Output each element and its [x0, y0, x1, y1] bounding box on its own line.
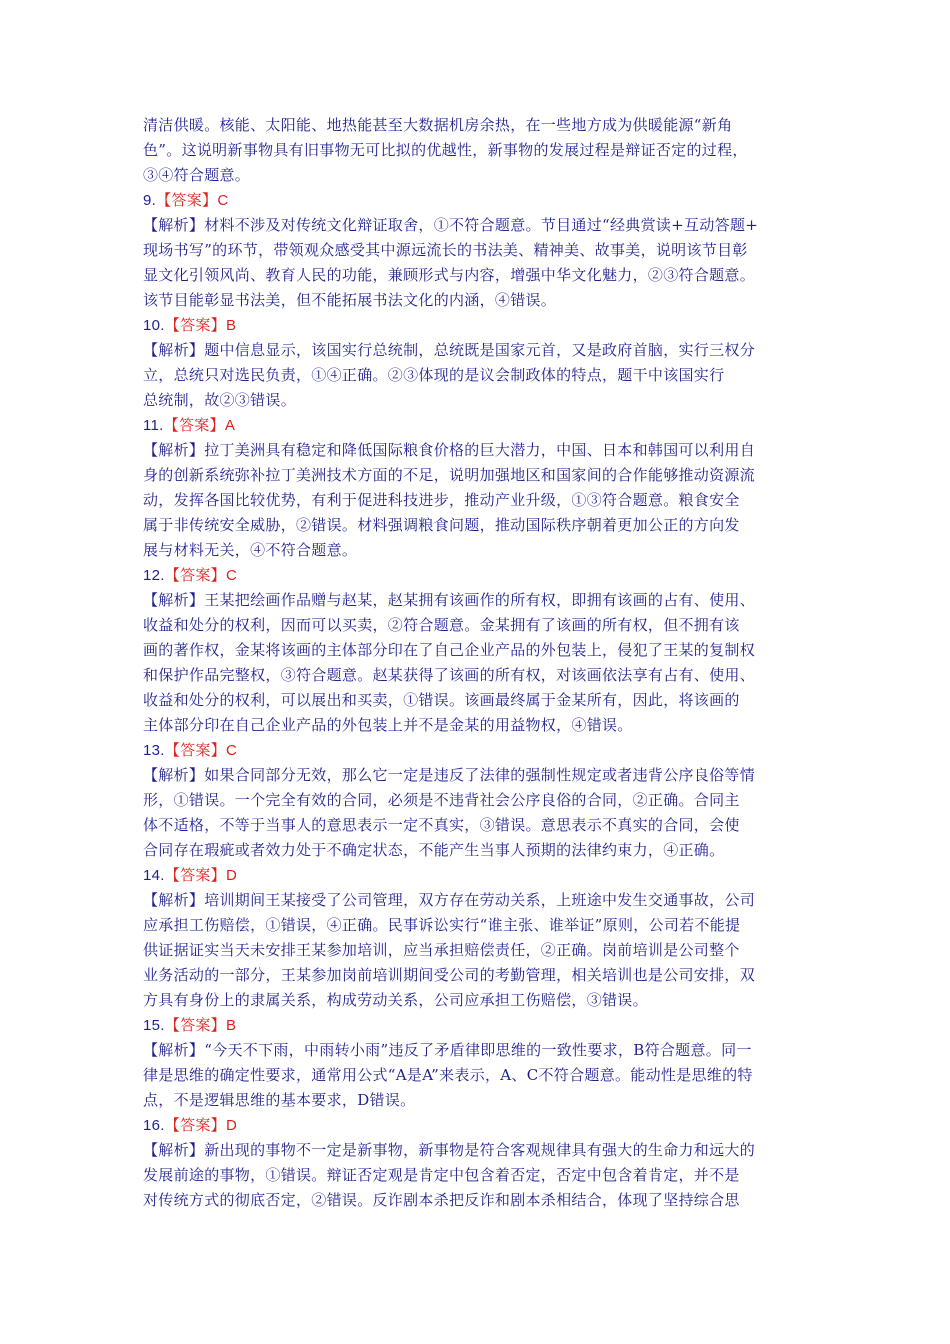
- answer-value: C: [217, 192, 229, 209]
- answer-label: 【答案】: [164, 866, 226, 884]
- text-line: 画的著作权，金某将该画的主体部分印在了自己企业产品的外包装上，侵犯了王某的复制权: [143, 641, 756, 659]
- text-line: 收益和处分的权利，因而可以买卖，②符合题意。金某拥有了该画的所有权，但不拥有该: [143, 616, 740, 634]
- question-number: 14.: [143, 867, 165, 884]
- text-line: 发展前途的事物，①错误。辩证否定观是肯定中包含着否定，否定中包含着肯定，并不是: [143, 1166, 740, 1184]
- answer-line: [143, 413, 808, 438]
- text-line: 属于非传统安全威胁，②错误。材料强调粮食问题，推动国际秩序朝着更加公正的方向发: [143, 516, 740, 534]
- answer-label: 【答案】: [156, 191, 218, 209]
- text-line: 【解析】王某把绘画作品赠与赵某，赵某拥有该画作的所有权，即拥有该画的占有、使用、: [143, 591, 756, 609]
- text-line: 【解析】拉丁美洲具有稳定和降低国际粮食价格的巨大潜力，中国、日本和韩国可以利用自: [143, 441, 756, 459]
- answer-line: [143, 313, 808, 338]
- text-line: 现场书写”的环节，带领观众感受其中源远流长的书法美、精神美、故事美，说明该节目彰: [143, 241, 748, 259]
- answer-value: C: [225, 567, 238, 584]
- text-line: 展与材料无关，④不符合题意。: [143, 541, 358, 559]
- question-number: 12.: [143, 567, 165, 584]
- answer-value: D: [225, 1117, 238, 1134]
- text-line: 显文化引领风尚、教育人民的功能，兼顾形式与内容，增强中华文化魅力，②③符合题意。: [143, 266, 756, 284]
- answer-line: [143, 1113, 808, 1138]
- answer-line: [143, 188, 808, 213]
- answer-value: A: [224, 417, 236, 434]
- text-line: 色”。这说明新事物具有旧事物无可比拟的优越性，新事物的发展过程是辩证否定的过程，: [143, 141, 748, 159]
- text-line: 总统制，故②③错误。: [143, 391, 297, 409]
- text-line: 主体部分印在自己企业产品的外包装上并不是金某的用益物权，④错误。: [143, 716, 633, 734]
- text-line: 动，发挥各国比较优势，有利于促进科技进步，推动产业升级，①③符合题意。粮食安全: [143, 491, 740, 509]
- answer-value: B: [225, 317, 237, 334]
- question-number: 11.: [143, 417, 164, 434]
- answer-label: 【答案】: [164, 741, 226, 759]
- answer-value: C: [225, 742, 238, 759]
- answer-label: 【答案】: [164, 566, 226, 584]
- text-line: 对传统方式的彻底否定，②错误。反诈剧本杀把反诈和剧本杀相结合，体现了坚持综合思: [143, 1191, 740, 1209]
- text-line: 律是思维的确定性要求，通常用公式“A是A”来表示，A、C不符合题意。能动性是思维的特: [143, 1066, 753, 1084]
- answer-value: D: [225, 867, 238, 884]
- document-page: [143, 113, 808, 1213]
- answer-value: B: [225, 1017, 237, 1034]
- text-line: 该节目能彰显书法美，但不能拓展书法文化的内涵，④错误。: [143, 291, 557, 309]
- text-line: 体不适格，不等于当事人的意思表示一定不真实，③错误。意思表示不真实的合同，会使: [143, 816, 740, 834]
- answer-label: 【答案】: [164, 316, 226, 334]
- answer-line: [143, 738, 808, 763]
- text-line: 和保护作品完整权，③符合题意。赵某获得了该画的所有权，对该画依法享有占有、使用、: [143, 666, 756, 684]
- question-number: 9.: [143, 192, 157, 209]
- answer-line: [143, 563, 808, 588]
- text-line: 【解析】如果合同部分无效，那么它一定是违反了法律的强制性规定或者违背公序良俗等情: [143, 766, 756, 784]
- question-number: 10.: [143, 317, 165, 334]
- text-line: 业务活动的一部分，王某参加岗前培训期间受公司的考勤管理，相关培训也是公司安排，双: [143, 966, 756, 984]
- text-line: 【解析】新出现的事物不一定是新事物，新事物是符合客观规律具有强大的生命力和远大的: [143, 1141, 756, 1159]
- answer-label: 【答案】: [164, 1116, 226, 1134]
- text-line: 应承担工伤赔偿，①错误，④正确。民事诉讼实行“谁主张、谁举证”原则，公司若不能提: [143, 916, 741, 934]
- text-line: 点，不是逻辑思维的基本要求，D错误。: [143, 1091, 416, 1109]
- text-line: 立，总统只对选民负责，①④正确。②③体现的是议会制政体的特点，题干中该国实行: [143, 366, 725, 384]
- text-line: ③④符合题意。: [143, 166, 251, 184]
- answer-line: [143, 863, 808, 888]
- text-line: 【解析】题中信息显示，该国实行总统制，总统既是国家元首，又是政府首脑，实行三权分: [143, 341, 756, 359]
- answer-line: [143, 1013, 808, 1038]
- text-line: 【解析】材料不涉及对传统文化辩证取舍，①不符合题意。节目通过“经典赏读+互动答题+: [143, 216, 759, 234]
- answer-label: 【答案】: [163, 416, 225, 434]
- text-line: 收益和处分的权利，可以展出和买卖，①错误。该画最终属于金某所有，因此，将该画的: [143, 691, 740, 709]
- question-number: 15.: [143, 1017, 165, 1034]
- text-line: 【解析】“今天不下雨，中雨转小雨”违反了矛盾律即思维的一致性要求，B符合题意。同一: [143, 1041, 752, 1059]
- text-line: 身的创新系统弥补拉丁美洲技术方面的不足，说明加强地区和国家间的合作能够推动资源流: [143, 466, 756, 484]
- text-line: 供证据证实当天未安排王某参加培训，应当承担赔偿责任，②正确。岗前培训是公司整个: [143, 941, 740, 959]
- question-number: 13.: [143, 742, 165, 759]
- text-line: 方具有身份上的隶属关系，构成劳动关系，公司应承担工伤赔偿，③错误。: [143, 991, 648, 1009]
- text-line: 合同存在瑕疵或者效力处于不确定状态，不能产生当事人预期的法律约束力，④正确。: [143, 841, 725, 859]
- text-line: 【解析】培训期间王某接受了公司管理，双方存在劳动关系，上班途中发生交通事故，公司: [143, 891, 756, 909]
- answer-label: 【答案】: [164, 1016, 226, 1034]
- question-number: 16.: [143, 1117, 165, 1134]
- text-line: 形，①错误。一个完全有效的合同，必须是不违背社会公序良俗的合同，②正确。合同主: [143, 791, 740, 809]
- text-line: 清洁供暖。核能、太阳能、地热能甚至大数据机房余热，在一些地方成为供暖能源“新角: [143, 116, 733, 134]
